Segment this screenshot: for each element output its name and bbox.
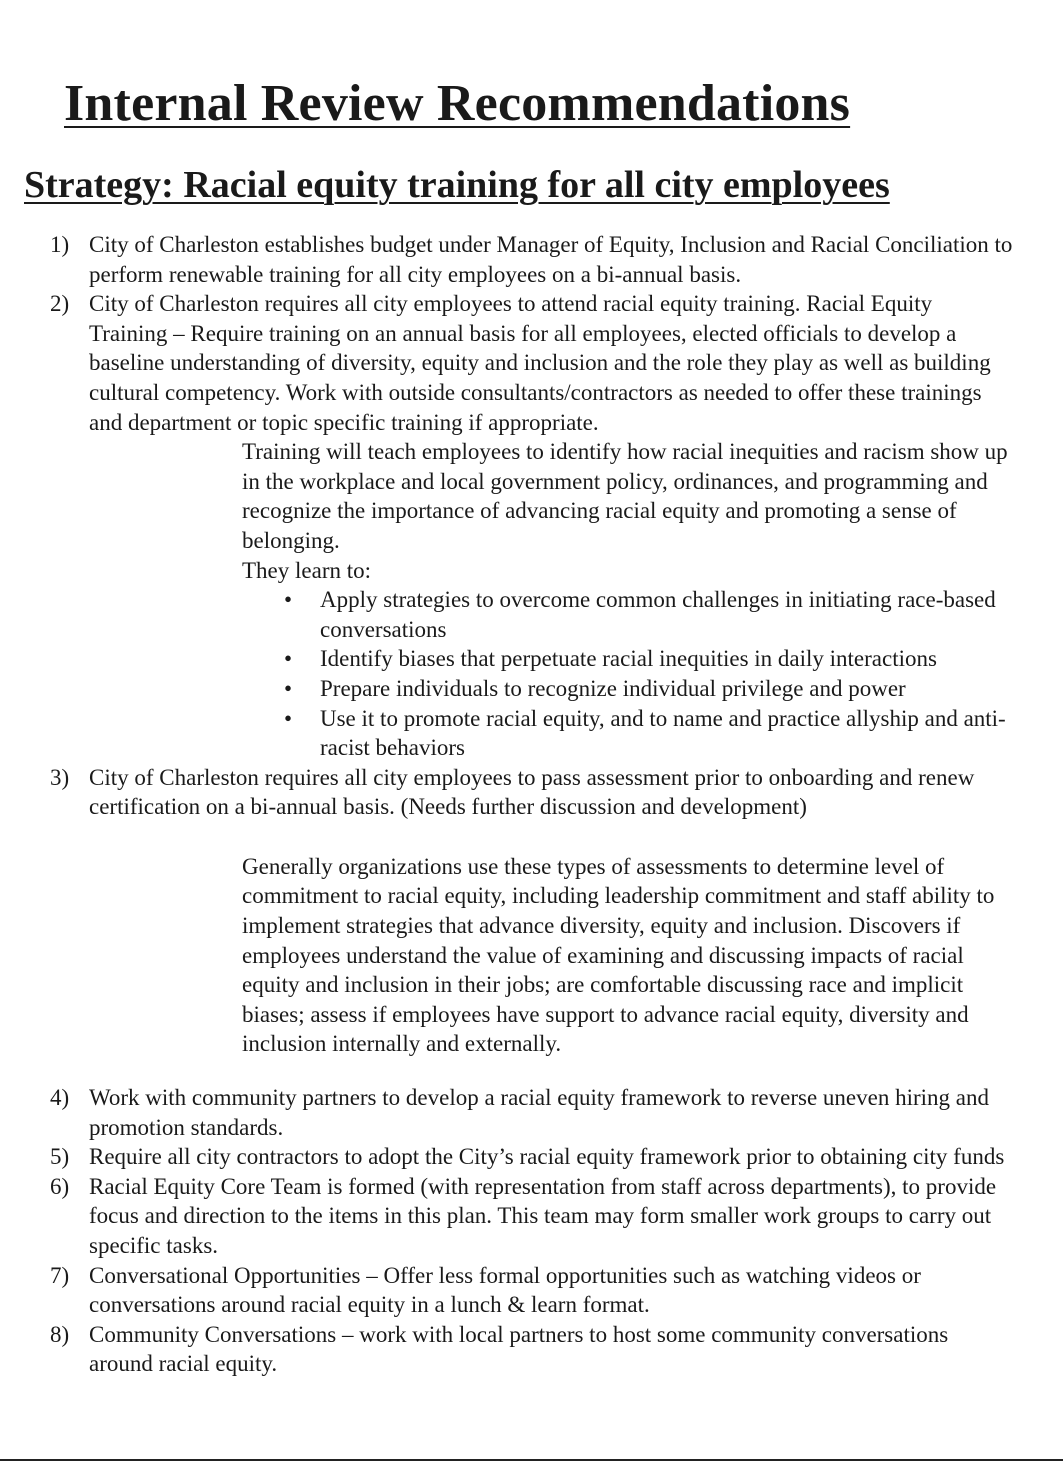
item-number: 4) [50,1085,70,1111]
page-title: Internal Review Recommendations [64,75,851,132]
item-number: 1) [50,232,70,257]
list-item [0,1083,1063,1142]
list-item [0,1142,1063,1172]
item-text: Community Conversations – work with local partners to host some community conversations around racial equity. [89,1321,949,1377]
item-number: 2) [50,291,70,317]
item-number: 8) [50,1321,70,1347]
spacer [0,822,1063,852]
bullet-item [284,585,1020,644]
strategy-heading: Strategy: Racial equity training for all city employees [24,164,890,206]
document-body [0,230,1063,1379]
item-number: 3) [50,764,70,790]
item-text: Work with community partners to develop a racial equity framework to reverse uneven hiring and promotion standards. [89,1085,989,1140]
bullet-text: Use it to promote racial equity, and to name and practice allyship and anti-racist behaviors [320,705,1006,761]
list-item [0,763,1063,822]
item-number: 7) [50,1262,70,1288]
bullet-item [284,704,1020,763]
bullet-icon: • [284,646,293,672]
item-text: Racial Equity Core Team is formed (with representation from staff across departments), to provide focus and direction to the items in this plan. This team may form smaller work groups to carry out specific tasks. [89,1173,997,1258]
bottom-divider [0,1459,1063,1461]
bullet-icon: • [284,587,293,613]
item-number: 5) [50,1144,70,1170]
list-item [0,1172,1063,1261]
list-item [0,289,1063,437]
item-text: City of Charleston requires all city employees to pass assessment prior to onboarding and renew certification on a bi-annual basis. (Needs further discussion and development) [89,764,975,820]
bullet-item [284,644,1020,674]
bullet-text: Prepare individuals to recognize individual privilege and power [320,675,906,701]
training-intro: They learn to: [242,557,372,583]
bullet-icon: • [284,675,293,701]
training-bullet-list [0,585,1063,763]
item-text: City of Charleston establishes budget under Manager of Equity, Inclusion and Racial Conciliation to perform renewable training for all city employees on a bi-annual basis. [89,232,1013,287]
training-paragraph: Training will teach employees to identify how racial inequities and racism show up in the workplace and local government policy, ordinances, and programming and recognize the importance of advancing racial equity and promoting a sense of belonging. [242,439,1008,553]
list-item [0,1261,1063,1320]
item-number: 6) [50,1173,70,1199]
bullet-item [284,674,1020,704]
spacer [0,1059,1063,1083]
item-text: City of Charleston requires all city employees to attend racial equity training. Racial Equity Training – Require training on an annual basis for all employees, elected officials to develop a baseline understanding of diversity, equity and inclusion and the role they play as well as building cultural competency. Work with outside consultants/contractors as needed to offer these trainings and department or topic specific training if appropriate. [89,291,991,435]
item-text: Conversational Opportunities – Offer less formal opportunities such as watching videos or conversations around racial equity in a lunch & learn format. [89,1262,921,1318]
bullet-text: Apply strategies to overcome common challenges in initiating race-based conversations [320,587,996,642]
item-text: Require all city contractors to adopt the City’s racial equity framework prior to obtaining city funds [89,1144,1005,1170]
list-item [0,230,1063,289]
assessment-paragraph: Generally organizations use these types of assessments to determine level of commitment to racial equity, including leadership commitment and staff ability to implement strategies that advance diversity, equity and inclusion. Discovers if employees understand the value of examining and discussing impacts of racial equity and inclusion in their jobs; are comfortable discussing race and implicit biases; assess if employees have support to advance racial equity, diversity and inclusion internally and externally. [242,853,995,1057]
list-item [0,1320,1063,1379]
bullet-icon: • [284,705,293,731]
bullet-text: Identify biases that perpetuate racial inequities in daily interactions [320,646,937,672]
